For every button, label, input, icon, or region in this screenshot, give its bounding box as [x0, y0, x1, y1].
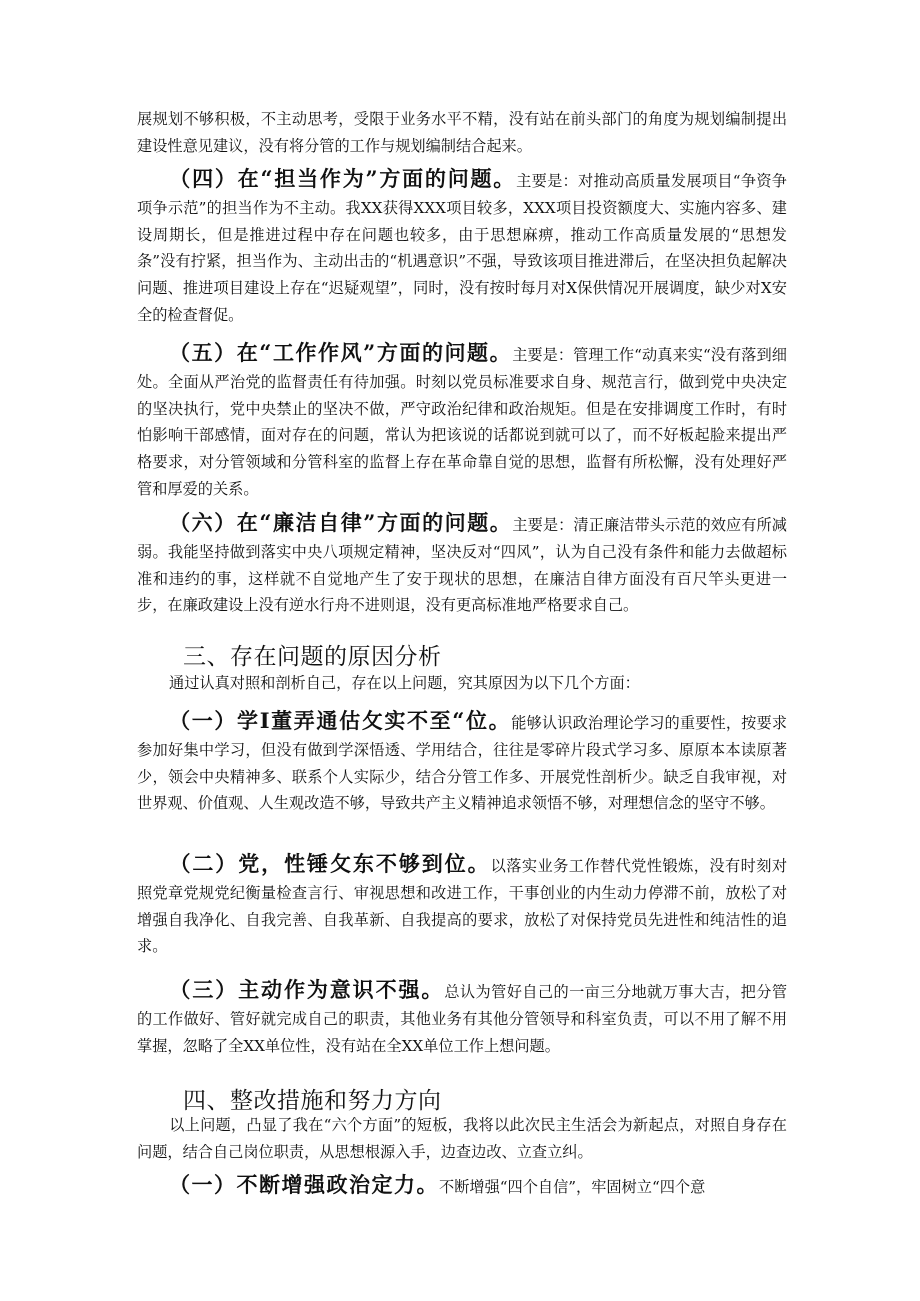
paragraph-cause-1	[137, 708, 787, 817]
paragraph-section-6	[137, 510, 787, 619]
section-heading-4: （四）在“担当作为”方面的问题。	[169, 166, 517, 191]
chapter-heading-3: 三、存在问题的原因分析	[183, 644, 442, 670]
paragraph-text: 不断增强“四个自信”，牢固树立“四个意	[439, 1178, 706, 1196]
paragraph-text: 主要是：管理工作“动真来实“没有落到细处。全面从严治党的监督责任有待加强。时刻以党员标准要求自身、规范言行，做到党中央决定的坚决执行，党中央禁止的坚决不做，严守政治纪律和政治规矩。但是在安排调度工作时，有时怕影响干部感情，面对存在的问题，常认为把该说的话都说到就可以了，而不好板起脸来提出严格要求，对分管领域和分管科室的监督上存在革命靠自觉的思想，监督有所松懈，没有处理好严管和厚爱的关系。	[137, 346, 787, 498]
paragraph-continuation	[137, 106, 787, 160]
chapter-heading-4: 四、整改措施和努力方向	[183, 1088, 442, 1114]
paragraph-text: 以落实业务工作替代党性锻炼，没有时刻对照党章党规党纪衡量检查言行、审视思想和改进工作，干事创业的内生动力停滞不前，放松了对增强自我净化、自我完善、自我革新、自我提高的要求，放松了对保持党员先进性和纯洁性的追求。	[137, 857, 787, 956]
paragraph-text: 主要是：对推动高质量发展项目“争资争项争示范”的担当作为不主动。我XX获得XXX项目较多，XXX项目投资额度大、实施内容多、建设周期长，但是推进过程中存在问题也较多，由于思想麻痹，推动工作高质量发展的“思想发条”没有拧紧，担当作为、主动出击的“机遇意识”不强，导致该项目推进滞后，在坚决担负起解决问题、推进项目建设上存在“迟疑观望”，同时，没有按时每月对X保供情况开展调度，缺少对X安全的检查督促。	[137, 172, 787, 324]
paragraph-text: 展规划不够积极，不主动思考，受限于业务水平不精，没有站在前头部门的角度为规划编制提出建设性意见建议，没有将分管的工作与规划编制结合起来。	[137, 110, 787, 155]
paragraph-text: 以上问题，凸显了我在“六个方面”的短板，我将以此次民主生活会为新起点，对照自身存在问题，结合自己岗位职责，从思想根源入手，边查边改、立查立纠。	[137, 1116, 787, 1161]
paragraph-text: 总认为管好自己的一亩三分地就万事大吉，把分管的工作做好、管好就完成自己的职责，其他业务有其他分管领导和科室负责，可以不用了解不用掌握，忽略了全XX单位性，没有站在全XX单位工作上想问题。	[137, 983, 788, 1055]
paragraph-text: 通过认真对照和剖析自己，存在以上问题，究其原因为以下几个方面：	[169, 674, 640, 692]
paragraph-cause-3	[137, 977, 787, 1059]
paragraph-section-5	[137, 340, 787, 503]
cause-heading-2: （二）党，性锤攵东不够到位。	[169, 851, 491, 876]
paragraph-measure-1	[137, 1172, 787, 1201]
cause-heading-1: （一）学I董弄通估攵实不至“位。	[169, 708, 512, 733]
paragraph-text: 能够认识政治理论学习的重要性，按要求参加好集中学习，但没有做到学深悟透、学用结合，往往是零碎片段式学习多、原原本本读原著少，领会中央精神多、联系个人实际少，结合分管工作多、开展党性剖析少。缺乏自我审视，对世界观、价值观、人生观改造不够，导致共产主义精神追求领悟不够，对理想信念的坚守不够。	[137, 714, 788, 813]
cause-heading-3: （三）主动作为意识不强。	[169, 977, 445, 1002]
paragraph-intro-4	[137, 1112, 787, 1166]
section-heading-6: （六）在“廉洁自律”方面的问题。	[169, 510, 513, 535]
paragraph-intro-3	[137, 670, 787, 697]
paragraph-cause-2	[137, 851, 787, 960]
paragraph-text: 主要是：清正廉洁带头示范的效应有所减弱。我能坚持做到落实中央八项规定精神，坚决反对“四风”，认为自己没有条件和能力去做超标准和违约的事，这样就不自觉地产生了安于现状的思想，在廉洁自律方面没有百尺竿头更进一步，在廉政建设上没有逆水行舟不进则退，没有更高标准地严格要求自己。	[137, 516, 787, 615]
measure-heading-1: （一）不断增强政治定力。	[169, 1172, 439, 1197]
section-heading-5: （五）在“工作作风”方面的问题。	[169, 340, 513, 365]
paragraph-section-4	[137, 166, 787, 329]
